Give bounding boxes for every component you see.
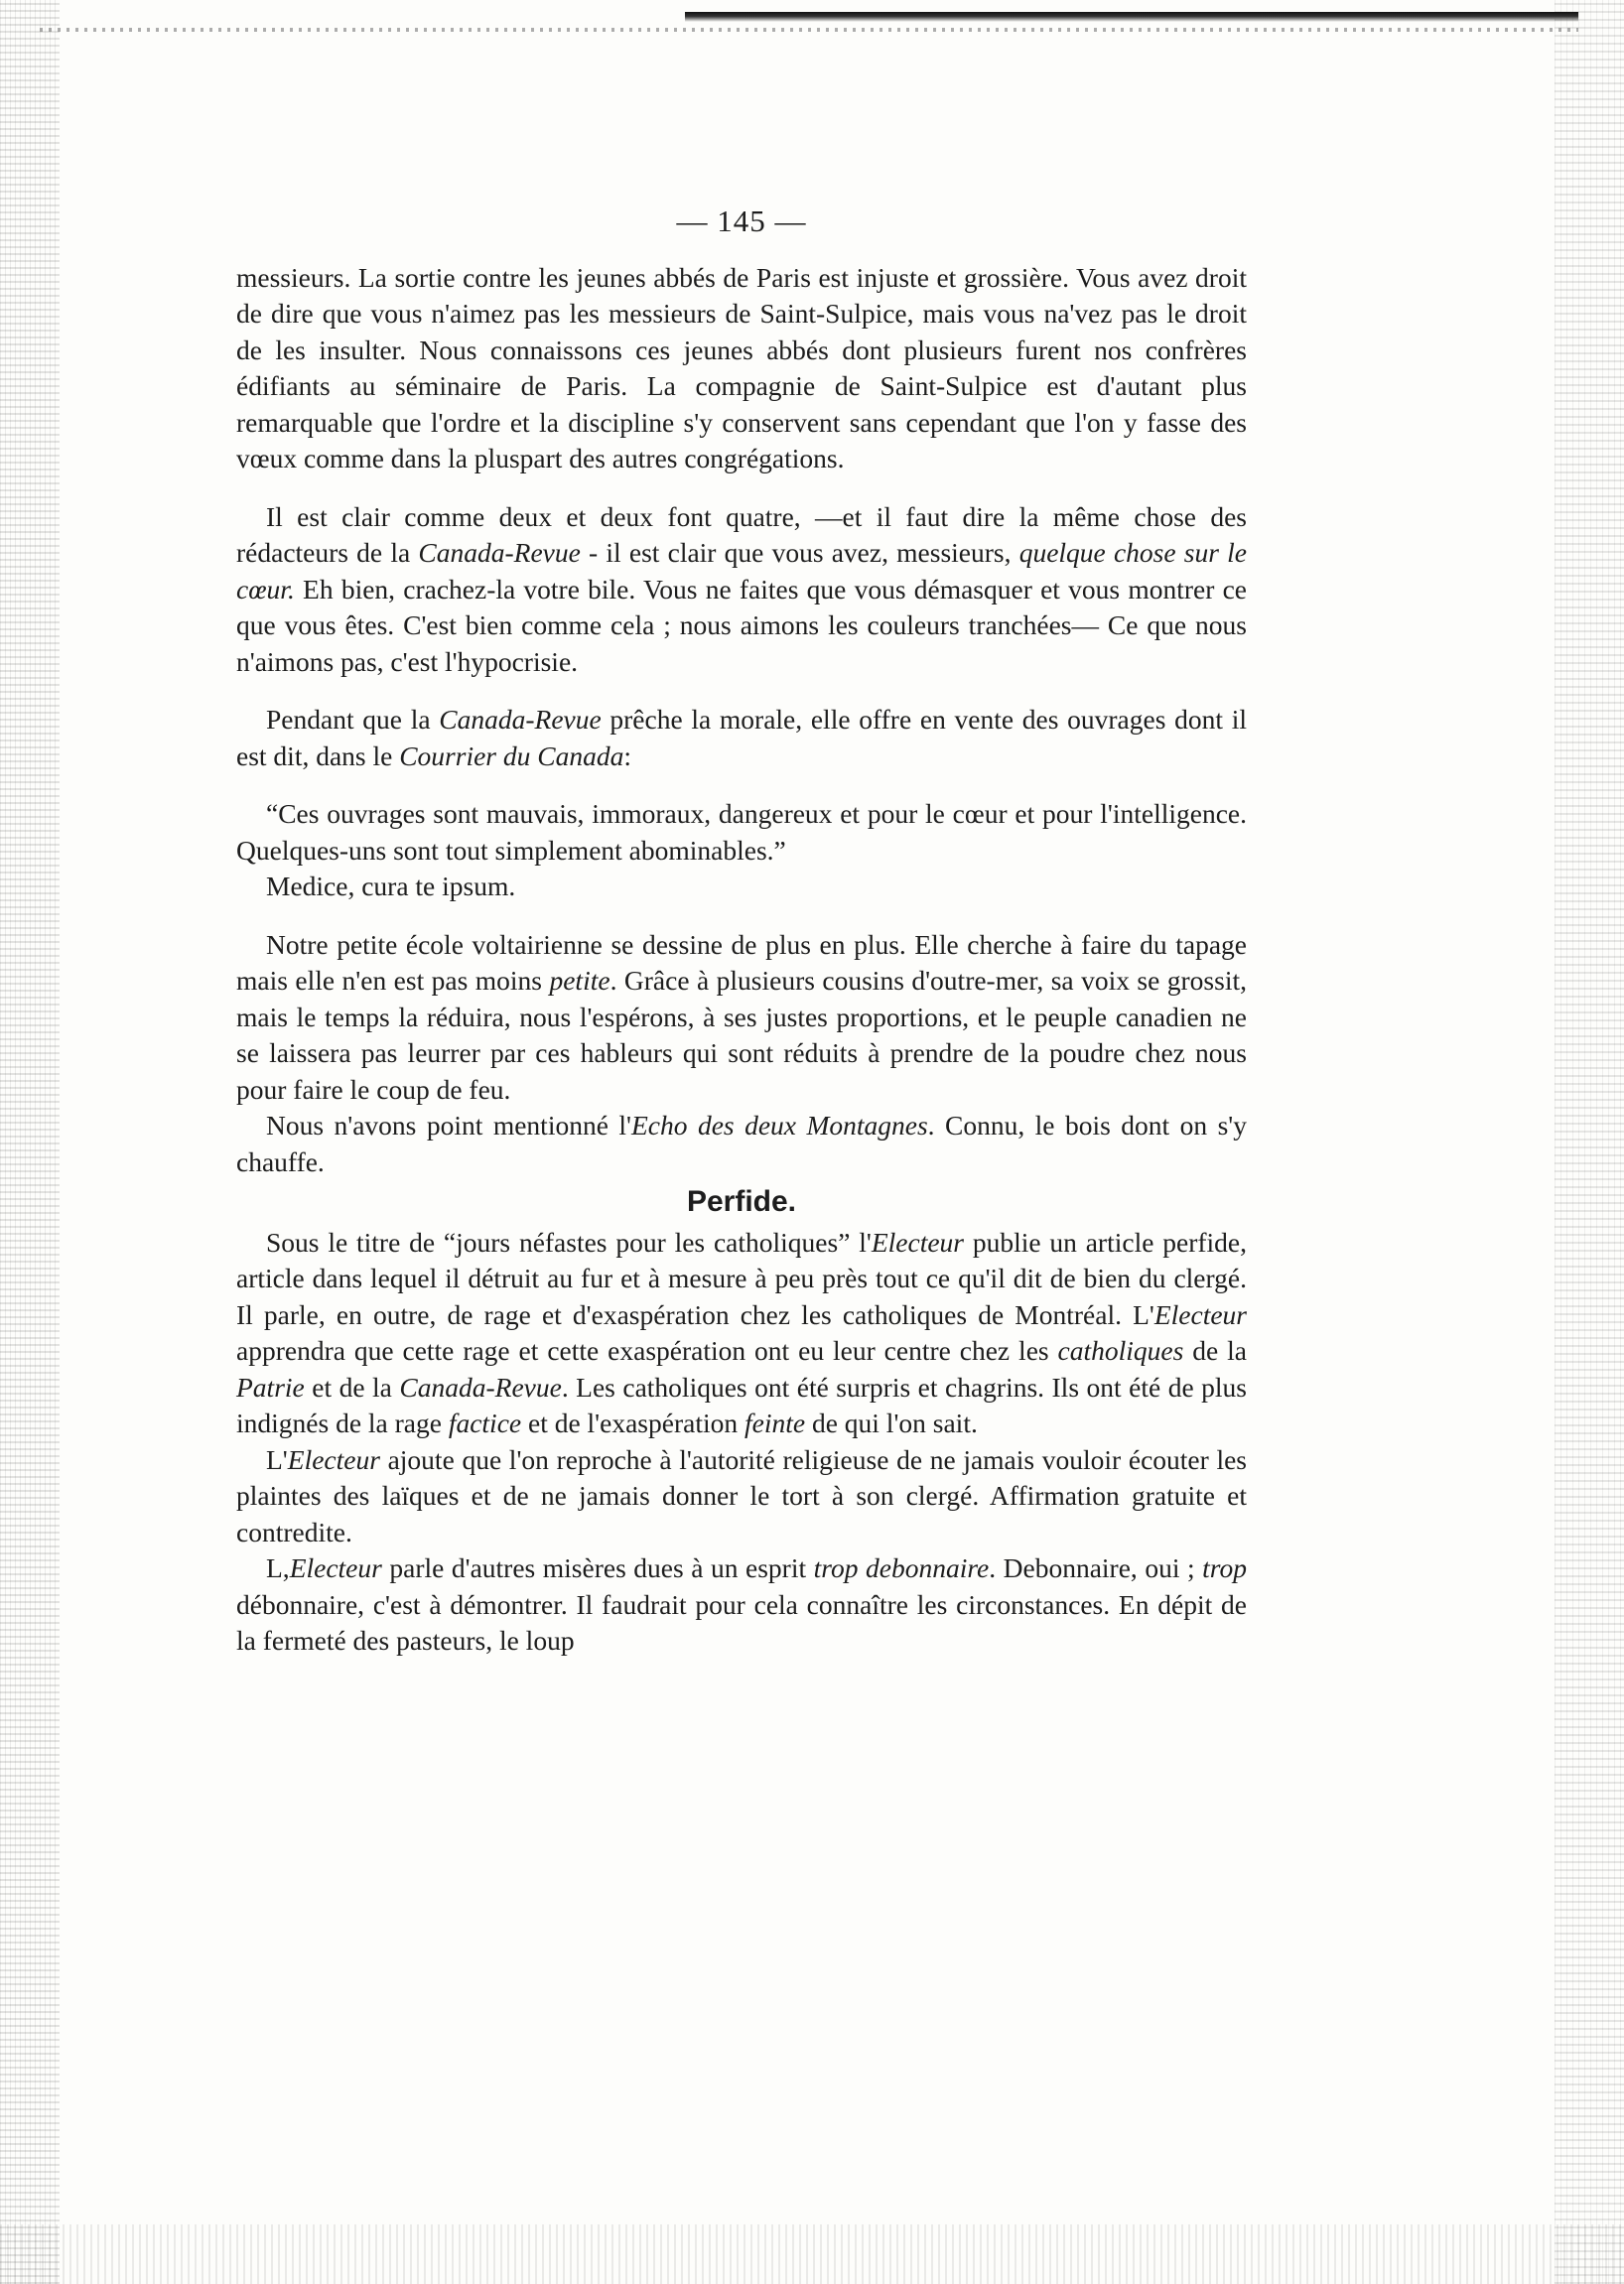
scan-edge-top-dots [40,28,1578,32]
scan-edge-bottom [0,2224,1624,2284]
paragraph-1: messieurs. La sortie contre les jeunes abbés de Paris est injuste et grossière. Vous avez droit de dire que vous n'aimez pas les messieurs de Saint-Sulpice, mais vous na'vez pas le droit de les insulter. Nous connaissons ces jeunes abbés dont plusieurs furent nos confrères édifiants au séminaire de Paris. La compagnie de Saint-Sulpice est d'autant plus remarquable que l'ordre et la discipline s'y conservent sans cependant que l'on y fasse des vœux comme dans la pluspart des autres congrégations. [236,261,1247,473]
paragraph-7: L'Electeur ajoute que l'on reproche à l'autorité religieuse de ne jamais vouloir écouter les plaintes des laïques et de ne jamais donner le tort à son clergé. Affirmation gratuite et contredite. [236,1443,1247,1547]
page-number: — 145 — [676,203,807,238]
document-page [236,203,1247,1660]
section-title: Perfide. [686,1185,797,1218]
scan-edge-top [685,12,1578,22]
paragraph-5: Nous n'avons point mentionné l'Echo des deux Montagnes. Connu, le bois dont on s'y chauffe. [236,1110,1248,1177]
quotation: “Ces ouvrages sont mauvais, immoraux, dangereux et pour le cœur et pour l'intelligence. Quelques-uns sont tout simplement abominables.” [236,798,1247,866]
paragraph-6: Sous le titre de “jours néfastes pour les catholiques” l'Electeur publie un article perfide, article dans lequel il détruit au fur et à mesure à peu près tout ce qu'il dit de bien du clergé. Il parle, en outre, de rage et d'exaspération chez les catholiques de Montréal. L'Electeur apprendra que cette rage et cette exaspération ont eu leur centre chez les catholiques de la Patrie et de la Canada-Revue. Les catholiques ont été surpris et chagrins. Ils ont été de plus indignés de la rage factice et de l'exaspération feinte de qui l'on sait. [236,1226,1248,1438]
paragraph-3: Pendant que la Canada-Revue prêche la morale, elle offre en vente des ouvrages dont il est dit, dans le Courrier du Canada: [236,704,1247,771]
paragraph-4: Notre petite école voltairienne se dessine de plus en plus. Elle cherche à faire du tapage mais elle n'en est pas moins petite. Grâce à plusieurs cousins d'outre-mer, sa voix se grossit, mais le temps la réduira, nous l'espérons, à ses justes proportions, et le peuple canadien ne se laissera pas leurrer par ces hableurs qui sont réduits à prendre de la poudre chez nous pour faire le coup de feu. [236,928,1247,1105]
scan-edge-right [1555,0,1624,2284]
paragraph-medice: Medice, cura te ipsum. [266,871,516,901]
paragraph-2: Il est clair comme deux et deux font quatre, —et il faut dire la même chose des rédacteurs de la Canada-Revue - il est clair que vous avez, messieurs, quelque chose sur le cœur. Eh bien, crachez-la votre bile. Vous ne faites que vous démasquer et vous montrer ce que vous êtes. C'est bien comme cela ; nous aimons les couleurs tranchées— Ce que nous n'aimons pas, c'est l'hypocrisie. [236,500,1247,677]
scan-edge-left [0,0,60,2284]
paragraph-8: L,Electeur parle d'autres misères dues à un esprit trop debonnaire. Debonnaire, oui ; trop débonnaire, c'est à démontrer. Il faudrait pour cela connaître les circonstances. En dépit de la fermeté des pasteurs, le loup [236,1552,1247,1656]
